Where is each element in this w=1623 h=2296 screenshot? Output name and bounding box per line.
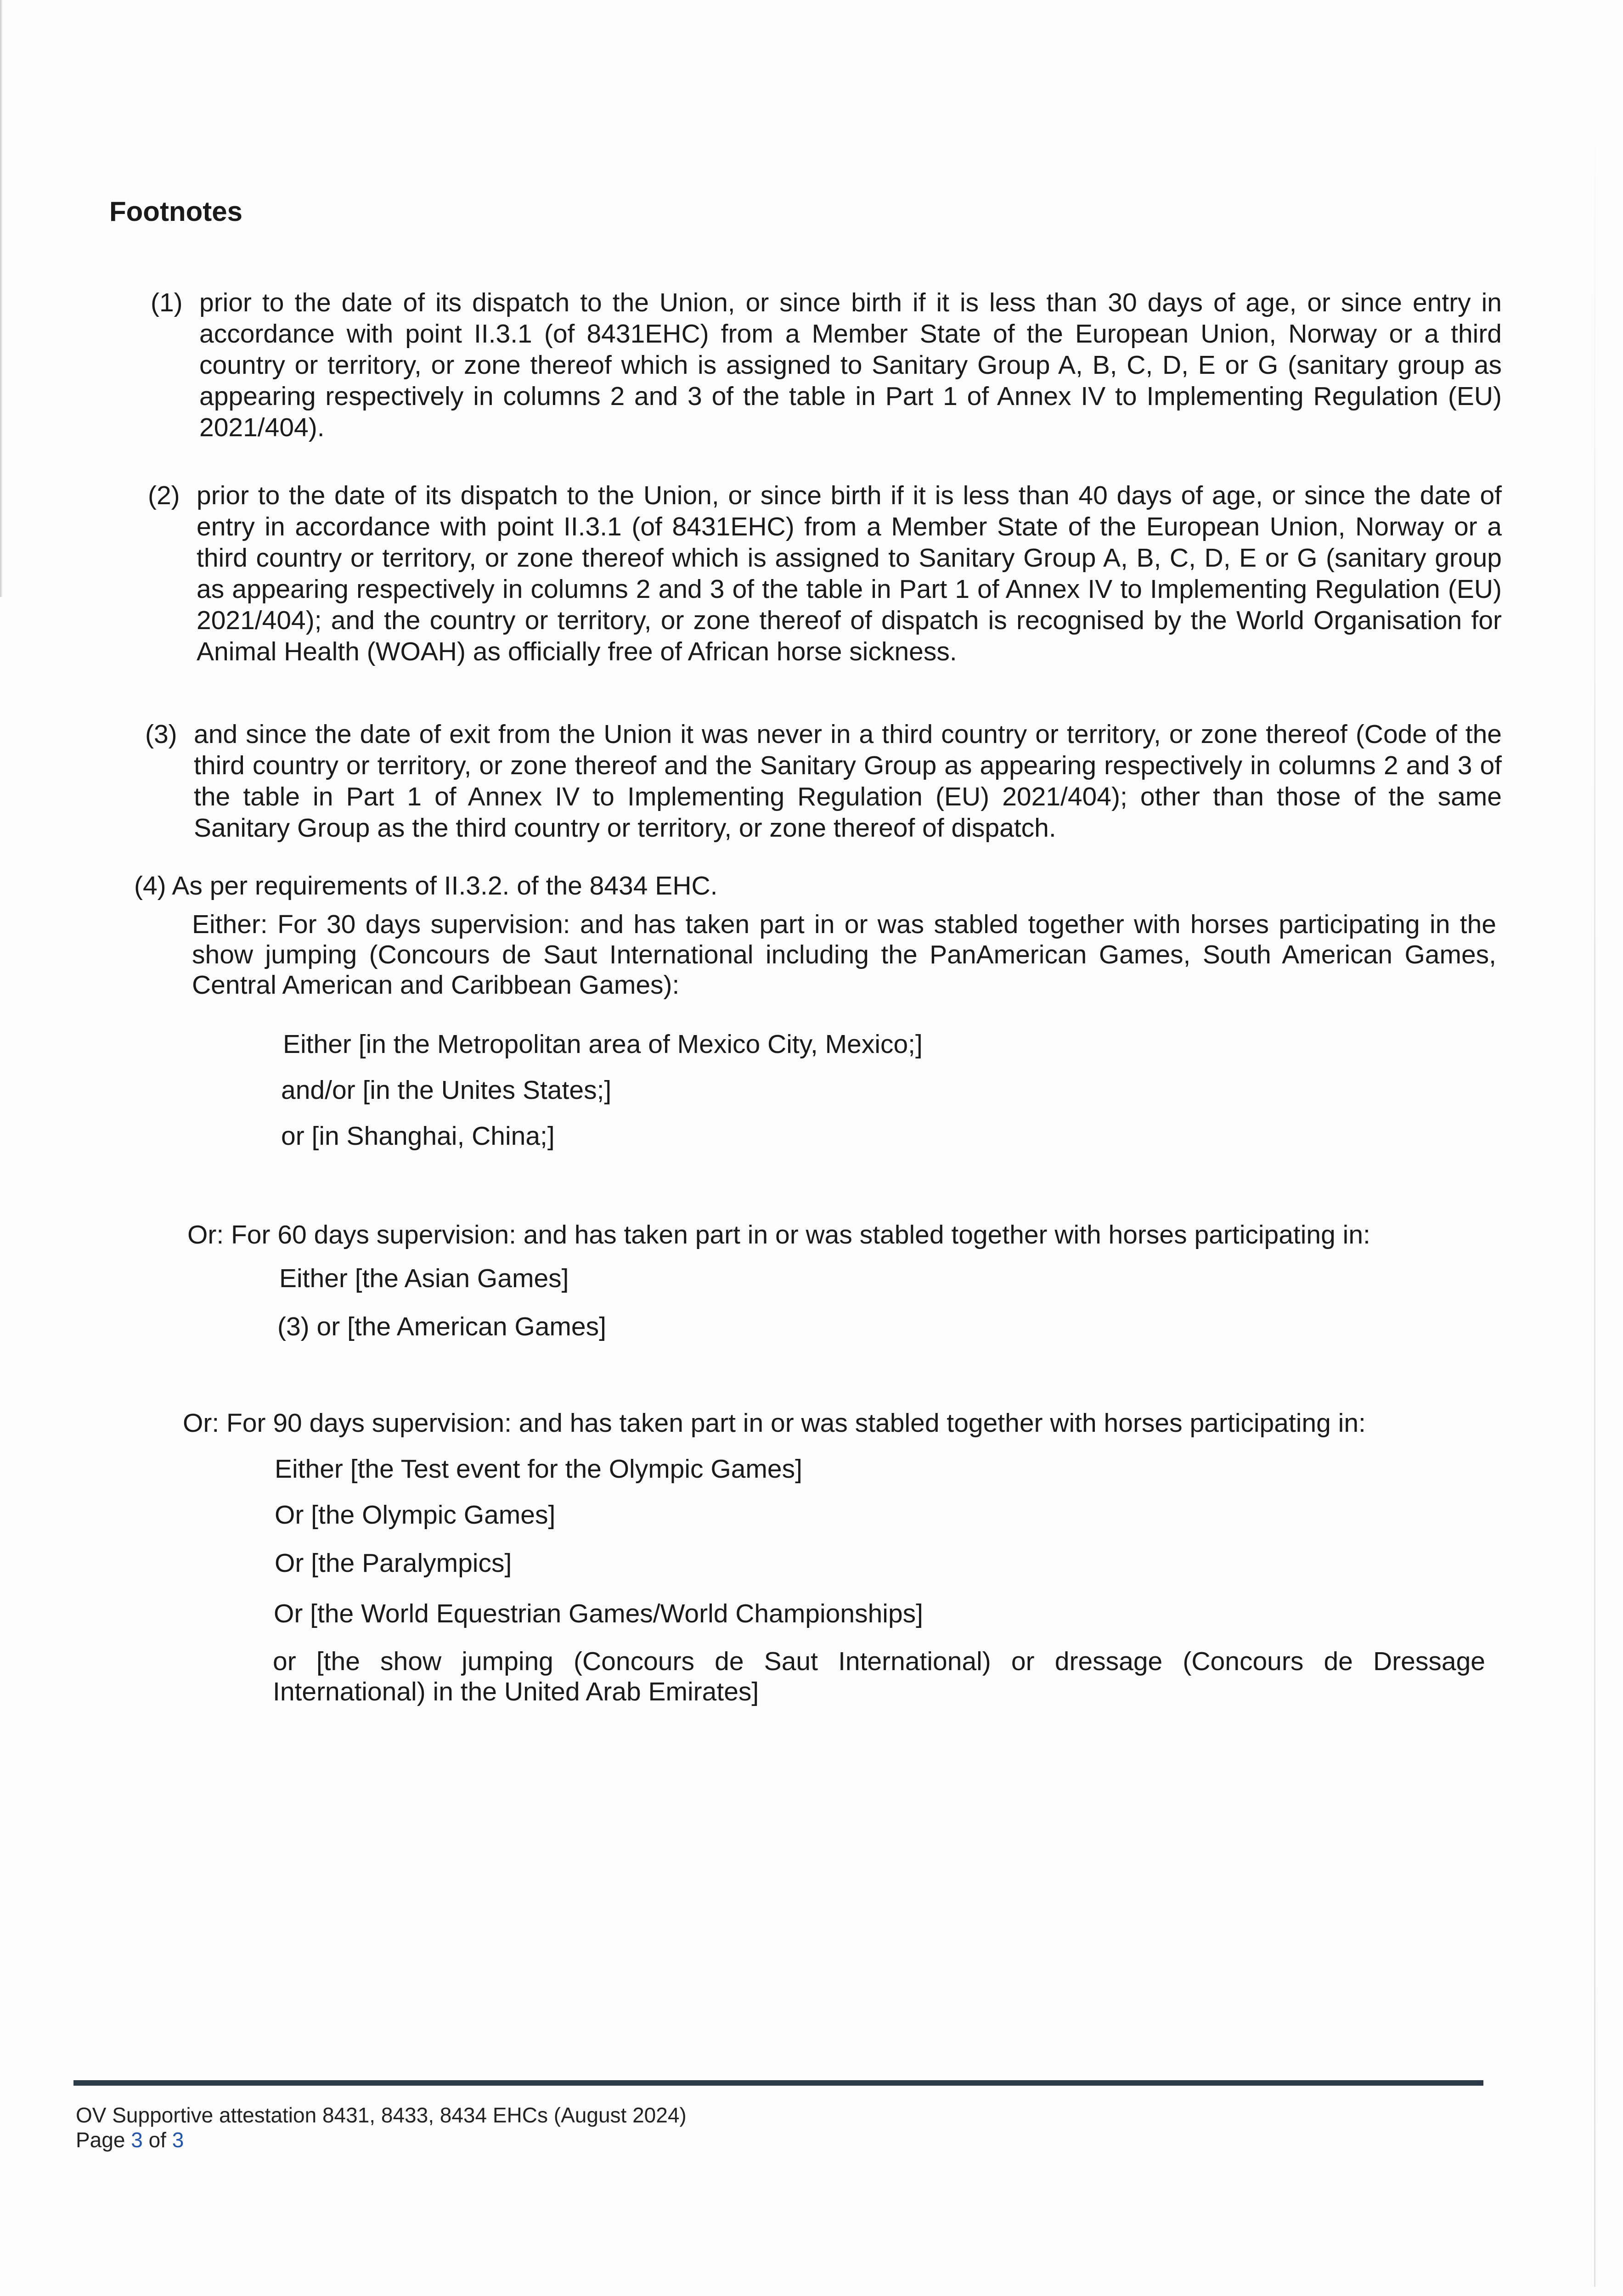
- footnote-3-text: and since the date of exit from the Union it was never in a third country or territory, or zone thereof (Code of the third country or territory, or zone thereof and the Sanitary Group as appearing respectively in columns 2 and 3 of the table in Part 1 of Annex IV to Implementing Regulation (EU) 2021/404); other than those of the same Sanitary Group as the third country or territory, or zone thereof of dispatch.: [194, 720, 1502, 843]
- scan-edge-right: [1594, 83, 1595, 2287]
- footnote-1-text: prior to the date of its dispatch to the Union, or since birth if it is less than 30 days of age, or since entry in accordance with point II.3.1 (of 8431EHC) from a Member State of the European Union, Norway or a third country or territory, or zone thereof which is assigned to Sanitary Group A, B, C, D, E or G (sanitary group as appearing respectively in columns 2 and 3 of the table in Part 1 of Annex IV to Implementing Regulation (EU) 2021/404).: [199, 288, 1502, 442]
- footnote-3: [145, 719, 1502, 844]
- option-30-item-mexico: Either [in the Metropolitan area of Mexico City, Mexico;]: [283, 1030, 923, 1059]
- footnote-1: [151, 287, 1502, 443]
- option-60-days-intro: Or: For 60 days supervision: and has taken part in or was stabled together with horses participating in:: [187, 1220, 1370, 1249]
- option-60-item-american-games: (3) or [the American Games]: [277, 1312, 606, 1341]
- footer-page-prefix: Page: [76, 2128, 131, 2152]
- option-90-days-intro: Or: For 90 days supervision: and has taken part in or was stabled together with horses participating in:: [183, 1408, 1366, 1438]
- footnotes-heading: Footnotes: [109, 196, 242, 227]
- option-90-item-paralympics: Or [the Paralympics]: [275, 1548, 512, 1578]
- footnote-3-number: (3): [145, 720, 177, 749]
- option-90-item-test-event: Either [the Test event for the Olympic Games]: [275, 1454, 802, 1484]
- footer-rule: [73, 2080, 1483, 2086]
- footer-page-total: 3: [172, 2128, 184, 2152]
- footnote-1-number: (1): [151, 288, 183, 317]
- option-30-item-shanghai: or [in Shanghai, China;]: [281, 1121, 555, 1151]
- option-30-days-intro: Either: For 30 days supervision: and has taken part in or was stabled together with horses participating in the show jumping (Concours de Saut International including the PanAmerican Games, South American Games, Central American and Caribbean Games):: [192, 910, 1496, 1000]
- option-90-item-olympic-games: Or [the Olympic Games]: [275, 1500, 556, 1530]
- footer-page-number: [76, 2127, 184, 2153]
- footnote-4-line: (4) As per requirements of II.3.2. of the 8434 EHC.: [134, 871, 718, 900]
- footnote-2: [148, 480, 1502, 667]
- option-90-item-world-equestrian-games: Or [the World Equestrian Games/World Championships]: [274, 1599, 923, 1628]
- footer-title: OV Supportive attestation 8431, 8433, 8434 EHCs (August 2024): [76, 2103, 687, 2127]
- footer-page-current: 3: [131, 2128, 143, 2152]
- scan-edge-left: [0, 0, 3, 597]
- option-60-item-asian-games: Either [the Asian Games]: [279, 1264, 569, 1293]
- option-30-item-us: and/or [in the Unites States;]: [281, 1075, 612, 1105]
- footnote-2-text: prior to the date of its dispatch to the Union, or since birth if it is less than 40 days of age, or since the date of entry in accordance with point II.3.1 (of 8431EHC) from a Member State of the European Union, Norway or a third country or territory, or zone thereof which is assigned to Sanitary Group A, B, C, D, E or G (sanitary group as appearing respectively in columns 2 and 3 of the table in Part 1 of Annex IV to Implementing Regulation (EU) 2021/404); and the country or territory, or zone thereof of dispatch is recognised by the World Organisation for Animal Health (WOAH) as officially free of African horse sickness.: [197, 481, 1502, 666]
- footer-page-of: of: [142, 2128, 172, 2152]
- option-90-item-uae: or [the show jumping (Concours de Saut International) or dressage (Concours de Dressage International) in the United Arab Emirates]: [273, 1647, 1485, 1706]
- footnote-2-number: (2): [148, 481, 180, 510]
